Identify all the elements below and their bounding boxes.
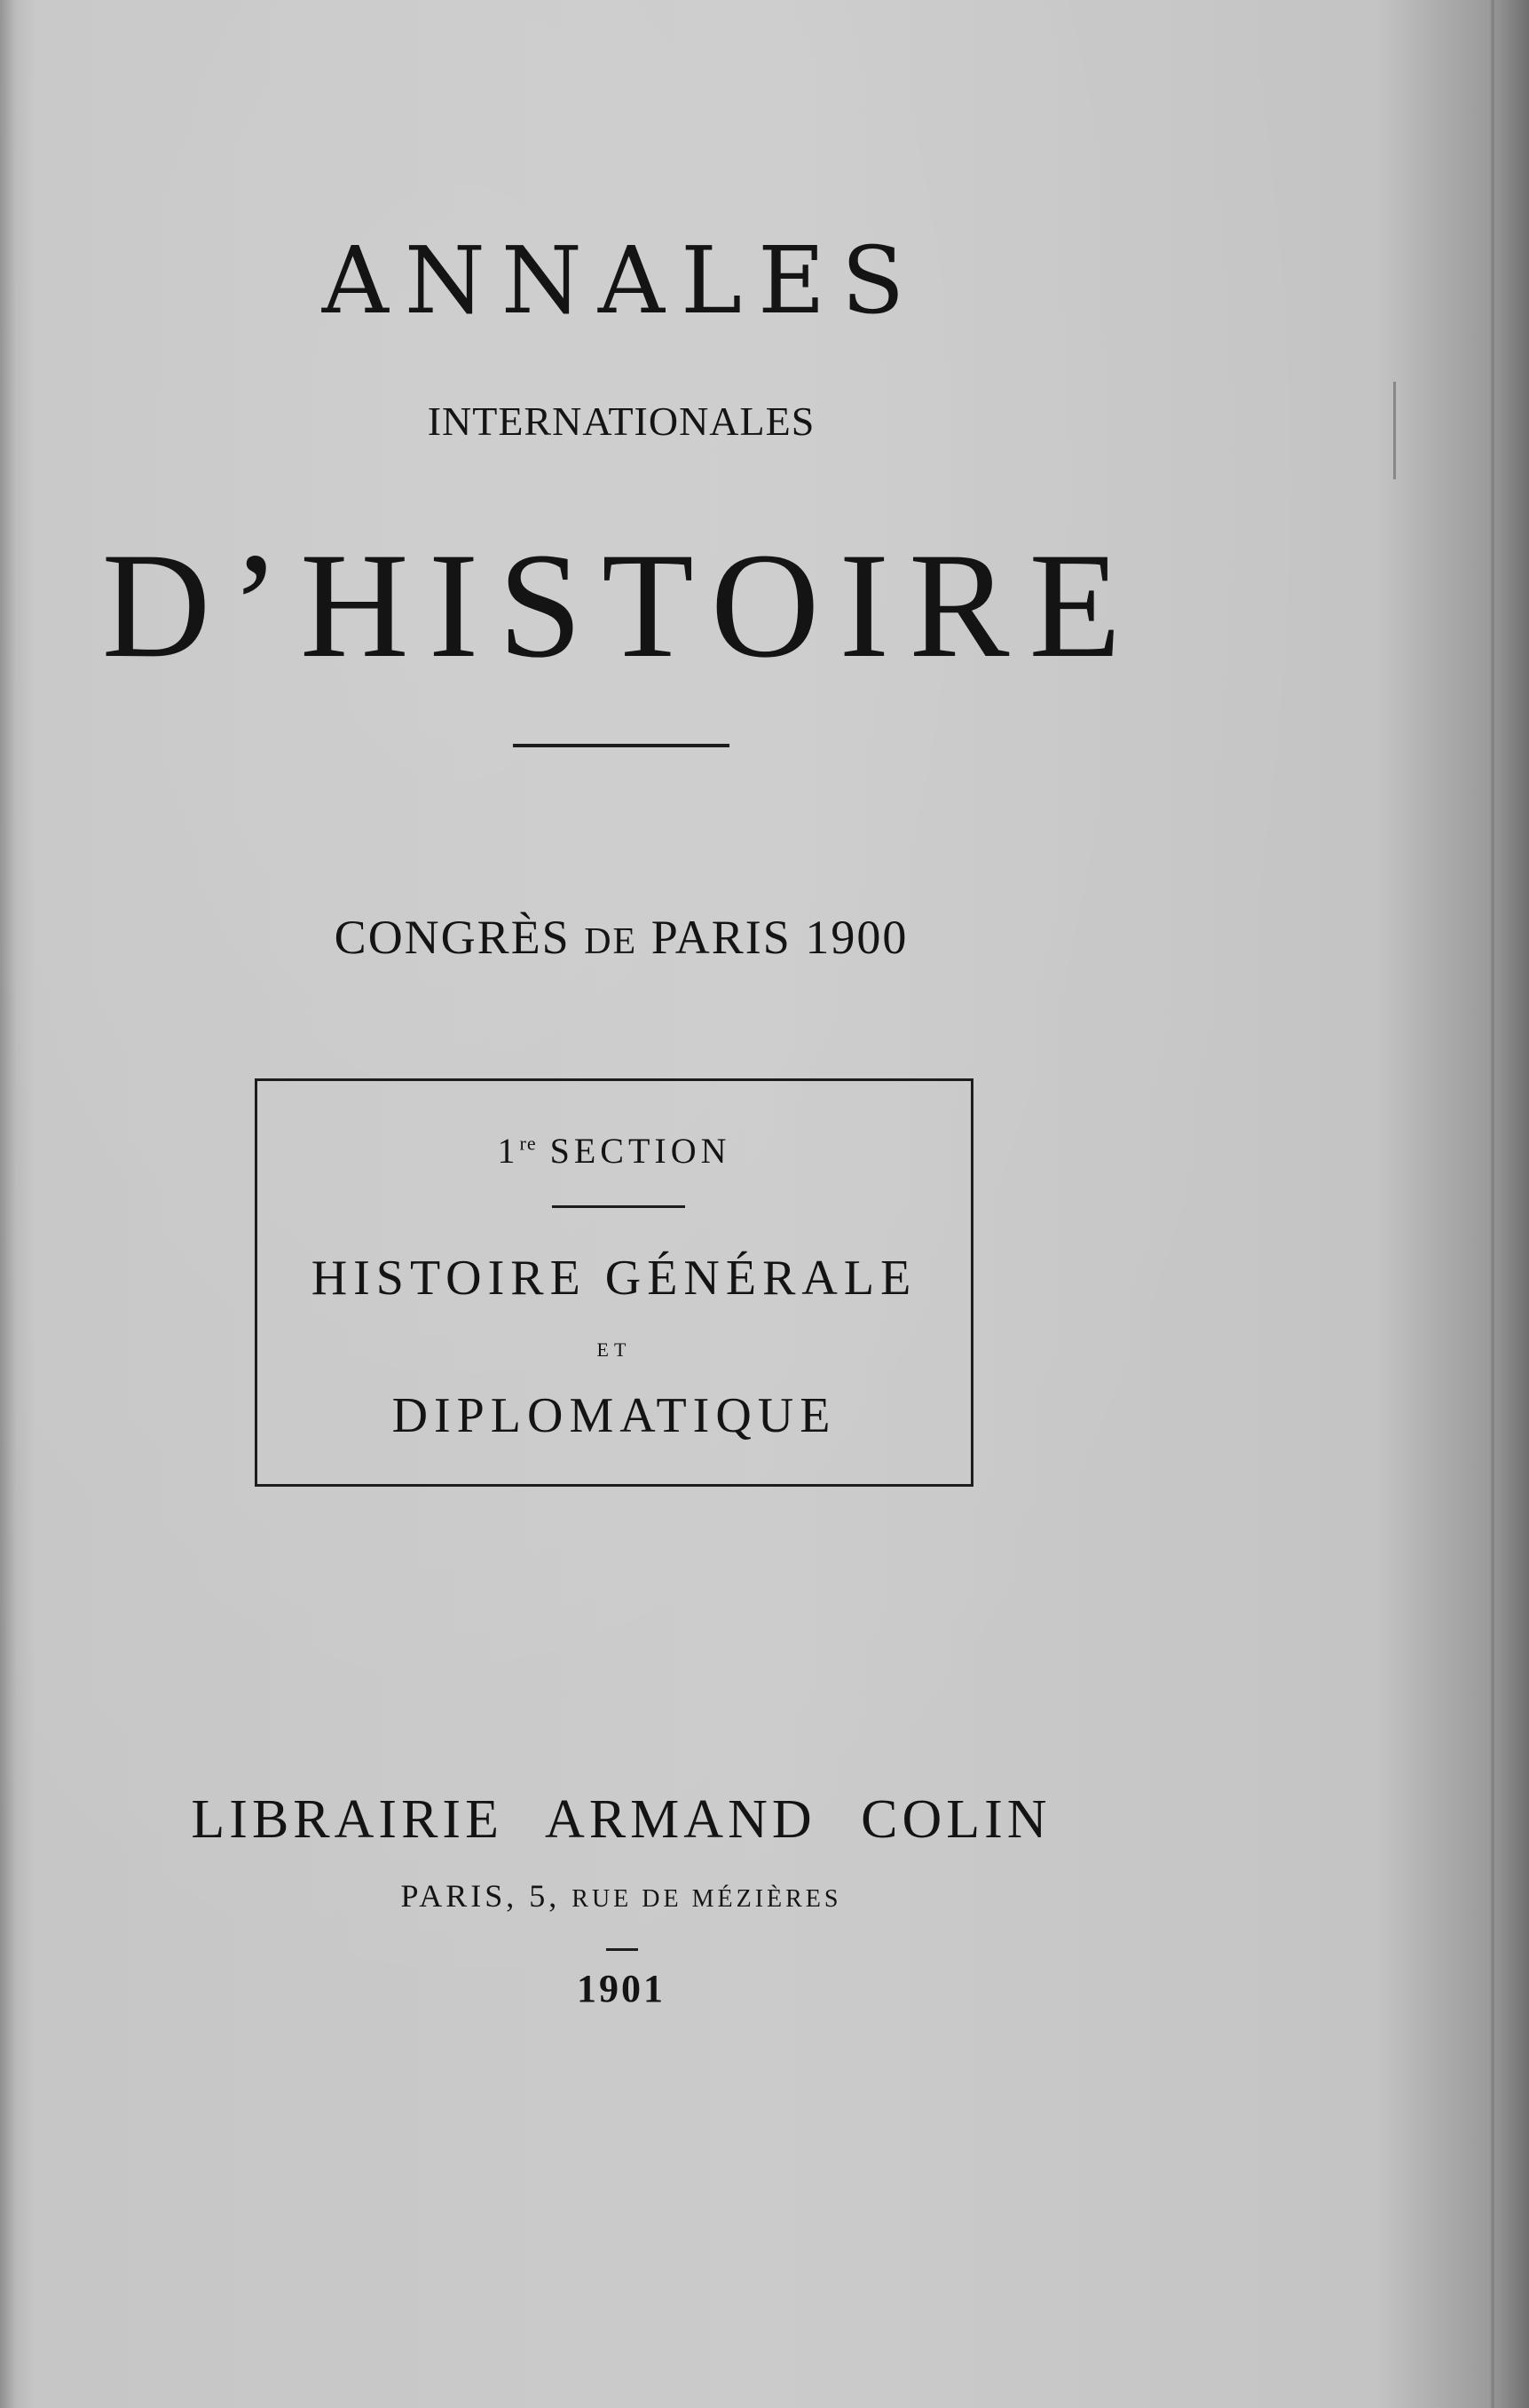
section-heading <box>257 1130 971 1172</box>
section-box <box>255 1078 973 1487</box>
publisher-name <box>0 1788 1242 1851</box>
publisher-name-3: COLIN <box>861 1789 1052 1850</box>
title-histoire: D’HISTOIRE <box>101 522 1141 689</box>
subject-line-1: HISTOIRE GÉNÉRALE <box>311 1251 918 1306</box>
year-divider <box>606 1948 638 1951</box>
address-city: PARIS, 5, <box>400 1878 561 1914</box>
congress-word: CONGRÈS <box>334 911 571 964</box>
congress-de: DE <box>584 921 638 962</box>
section-number: 1 <box>497 1131 520 1171</box>
subject-line-2: DIPLOMATIQUE <box>391 1388 837 1443</box>
section-superscript: re <box>519 1132 537 1155</box>
section-label: SECTION <box>549 1131 731 1171</box>
address-street: RUE DE MÉZIÈRES <box>571 1885 842 1913</box>
publisher-name-1: LIBRAIRIE <box>191 1789 503 1850</box>
subject-conjunction: ET <box>596 1338 632 1361</box>
publisher-name-2: ARMAND <box>545 1789 816 1850</box>
congress-city-year: PARIS 1900 <box>650 911 909 964</box>
publication-year: 1901 <box>577 1967 666 2010</box>
title-internationales: INTERNATIONALES <box>427 399 816 444</box>
margin-mark <box>1393 382 1396 479</box>
title-divider <box>513 744 729 747</box>
page-edge-shadow <box>1490 0 1495 2408</box>
section-divider <box>552 1205 685 1208</box>
title-annales: ANNALES <box>321 226 921 335</box>
congress-line <box>0 910 1242 965</box>
publisher-address <box>0 1877 1242 1915</box>
